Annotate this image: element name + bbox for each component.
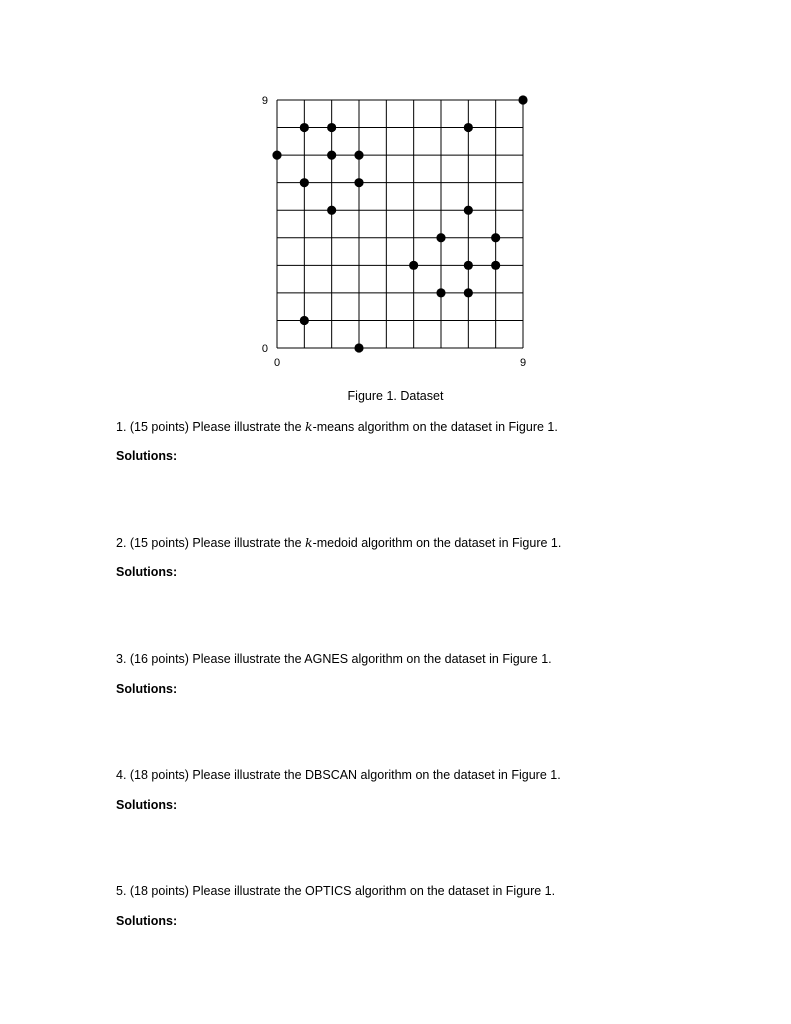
data-point	[300, 316, 309, 325]
data-point	[354, 343, 363, 352]
x-tick-label-min: 0	[273, 357, 281, 369]
data-point	[354, 151, 363, 160]
grid	[277, 100, 523, 348]
question-text-before: 1. (15 points) Please illustrate the	[116, 420, 305, 434]
data-point	[272, 151, 281, 160]
question-text: 3. (16 points) Please illustrate the AGNES algorithm on the dataset in Figure 1.	[116, 652, 552, 666]
figure-caption: Figure 1. Dataset	[347, 389, 444, 403]
data-point	[300, 123, 309, 132]
data-point	[327, 151, 336, 160]
question-2	[116, 535, 561, 550]
data-point	[464, 123, 473, 132]
data-point	[464, 288, 473, 297]
data-point	[409, 261, 418, 270]
axis-ticks	[262, 95, 526, 369]
question-5	[116, 884, 555, 898]
data-point	[354, 178, 363, 187]
question-1	[116, 419, 558, 434]
dataset-figure	[0, 0, 791, 380]
data-point	[436, 288, 445, 297]
question-text-after: -means algorithm on the dataset in Figure 1.	[312, 420, 558, 434]
k-variable: k	[305, 419, 313, 434]
data-point	[464, 206, 473, 215]
data-point	[327, 206, 336, 215]
solutions-label-5: Solutions:	[116, 914, 178, 928]
question-text-before: 2. (15 points) Please illustrate the	[116, 536, 305, 550]
data-point	[491, 233, 500, 242]
data-point	[518, 95, 527, 104]
question-4	[116, 768, 561, 782]
k-variable: k	[305, 535, 313, 550]
question-text: 5. (18 points) Please illustrate the OPTICS algorithm on the dataset in Figure 1.	[116, 884, 556, 898]
data-point	[491, 261, 500, 270]
solutions-label-4: Solutions:	[116, 798, 178, 812]
y-tick-label-min: 0	[261, 343, 268, 355]
solutions-label-3: Solutions:	[116, 682, 178, 696]
question-3	[116, 652, 552, 666]
data-points	[272, 95, 527, 352]
solutions-label-2: Solutions:	[116, 565, 178, 579]
data-point	[464, 261, 473, 270]
data-point	[327, 123, 336, 132]
x-tick-label-max: 9	[519, 357, 527, 369]
question-text-after: -medoid algorithm on the dataset in Figure 1.	[312, 536, 562, 550]
data-point	[300, 178, 309, 187]
question-text: 4. (18 points) Please illustrate the DBSCAN algorithm on the dataset in Figure 1.	[116, 768, 561, 782]
data-point	[436, 233, 445, 242]
y-tick-label-max: 9	[261, 95, 268, 107]
solutions-label-1: Solutions:	[116, 449, 178, 463]
